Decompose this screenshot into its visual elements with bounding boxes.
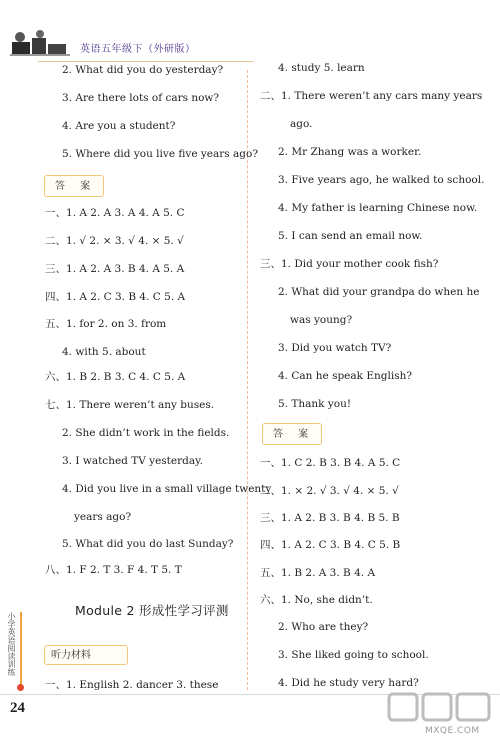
right-line: 3. Did you watch TV?	[278, 342, 392, 354]
column-divider	[247, 70, 248, 690]
book-logo-icon	[10, 28, 70, 58]
right-line: 五、1. B 2. A 3. B 4. A	[260, 567, 376, 579]
right-line: 二、1. There weren’t any cars many years	[260, 90, 483, 102]
right-line: 2. Mr Zhang was a worker.	[278, 146, 422, 158]
left-line: 2. What did you do yesterday?	[62, 64, 224, 76]
left-line: 七、1. There weren’t any buses.	[45, 399, 215, 411]
right-line: 2. What did your grandpa do when he	[278, 286, 480, 298]
right-line: 2. Who are they?	[278, 621, 369, 633]
right-line: 5. I can send an email now.	[278, 230, 423, 242]
right-line: 六、1. No, she didn’t.	[260, 594, 373, 606]
left-line: 2. She didn’t work in the fields.	[62, 427, 230, 439]
module-title: Module 2 形成性学习评测	[75, 603, 229, 618]
left-line: 5. Where did you live five years ago?	[62, 148, 258, 160]
left-line: 4. Are you a student?	[62, 120, 176, 132]
left-line: 三、1. A 2. A 3. B 4. A 5. A	[45, 263, 185, 275]
left-line: 一、1. A 2. A 3. A 4. A 5. C	[45, 207, 185, 219]
listening-label-box: 听力材料	[44, 645, 128, 665]
left-line: 5. What did you do last Sunday?	[62, 538, 234, 550]
header-title: 英语五年级下（外研版）	[80, 44, 196, 55]
right-line: 4. study 5. learn	[278, 62, 365, 74]
left-line: 一、1. English 2. dancer 3. these	[45, 679, 219, 691]
left-line: 3. I watched TV yesterday.	[62, 455, 203, 467]
right-line: ago.	[290, 118, 313, 130]
left-line: 4. Did you live in a small village twenty	[62, 483, 272, 495]
watermark-text: MXQE.COM	[425, 726, 480, 736]
right-line: 三、1. Did your mother cook fish?	[260, 258, 439, 270]
left-line: 4. with 5. about	[62, 346, 146, 358]
left-line: 二、1. √ 2. × 3. √ 4. × 5. √	[45, 235, 184, 247]
right-line: 3. Five years ago, he walked to school.	[278, 174, 485, 186]
left-line: 3. Are there lots of cars now?	[62, 92, 220, 104]
left-line: 六、1. B 2. B 3. C 4. C 5. A	[45, 371, 186, 383]
series-side-label: 小学英语阅读训练	[7, 612, 16, 676]
right-line: 3. She liked going to school.	[278, 649, 429, 661]
left-line: 四、1. A 2. C 3. B 4. C 5. A	[45, 291, 186, 303]
right-line: 5. Thank you!	[278, 398, 352, 410]
header-divider	[38, 61, 253, 62]
right-line: 二、1. × 2. √ 3. √ 4. × 5. √	[260, 485, 399, 497]
page-header	[0, 0, 500, 60]
right-line: 4. My father is learning Chinese now.	[278, 202, 478, 214]
right-line: 4. Can he speak English?	[278, 370, 412, 382]
page-number: 24	[10, 700, 25, 716]
right-line: 一、1. C 2. B 3. B 4. A 5. C	[260, 457, 401, 469]
right-line: was young?	[290, 314, 353, 326]
side-accent-bar	[20, 612, 22, 690]
right-line: 四、1. A 2. C 3. B 4. C 5. B	[260, 539, 401, 551]
right-line: 4. Did he study very hard?	[278, 677, 419, 689]
left-line: 五、1. for 2. on 3. from	[45, 318, 167, 330]
left-line: years ago?	[74, 511, 132, 523]
answer-label-box: 答 案	[262, 423, 322, 445]
side-accent-dot	[17, 684, 24, 691]
answer-label-box: 答 案	[44, 175, 104, 197]
left-line: 八、1. F 2. T 3. F 4. T 5. T	[45, 564, 182, 576]
right-line: 三、1. A 2. B 3. B 4. B 5. B	[260, 512, 400, 524]
